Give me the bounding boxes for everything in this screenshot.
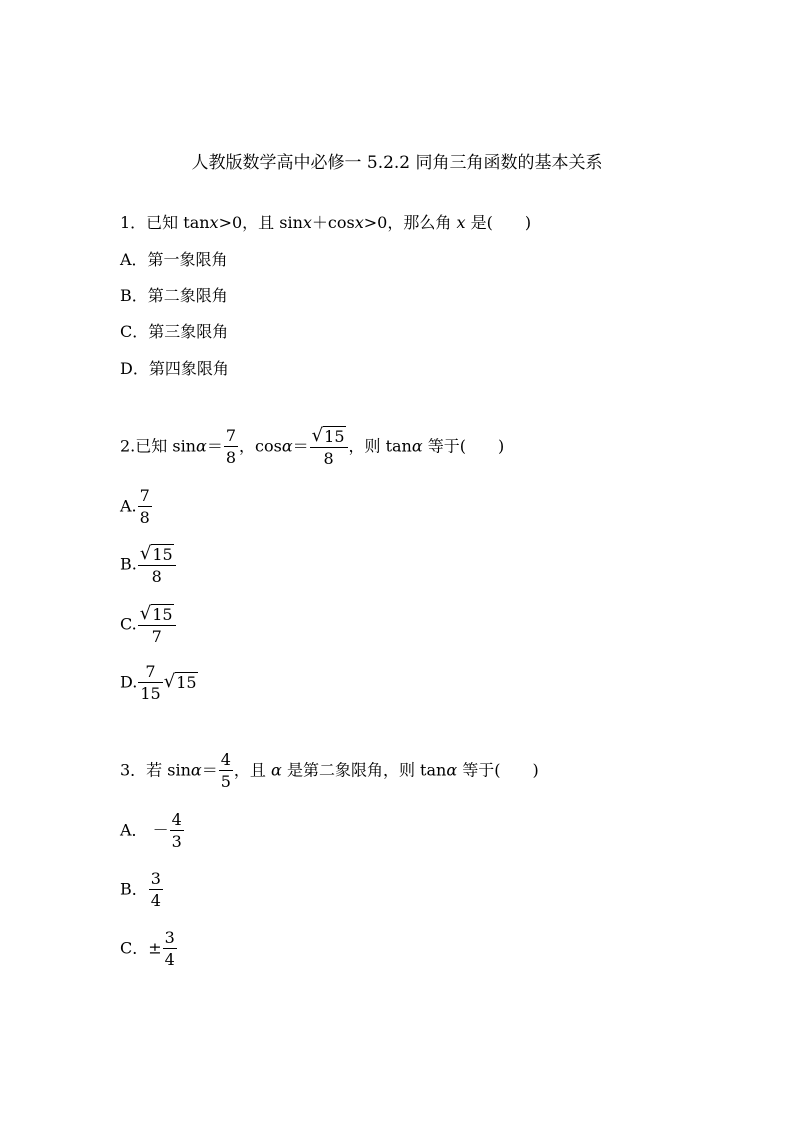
q2-option-d — [120, 664, 198, 702]
q1-var: x — [354, 213, 364, 232]
fraction-numerator: 7 — [225, 426, 237, 445]
fraction-numerator: 7 — [138, 664, 162, 683]
fraction-denominator: 4 — [164, 950, 175, 969]
option-label: C. — [120, 614, 137, 634]
option-label: A． — [120, 820, 148, 840]
q1-text-part: 1．已知 tan — [120, 213, 210, 232]
q3-text-part: 等于( ) — [462, 760, 539, 780]
option-fraction — [138, 664, 162, 702]
option-sign: ± — [148, 938, 162, 958]
q3-text-part: ，且 — [233, 760, 266, 780]
q3-option-b — [120, 871, 164, 909]
fraction-denominator: 3 — [171, 832, 182, 851]
q3-equals: ＝ — [201, 760, 218, 780]
q1-option-a: A．第一象限角 — [120, 250, 228, 269]
radicand: 15 — [176, 672, 197, 692]
page-title: 人教版数学高中必修一 5.2.2 同角三角函数的基本关系 — [191, 153, 603, 173]
question-2-stem — [120, 427, 504, 467]
sqrt-symbol: √15 — [139, 603, 173, 624]
fraction-denominator: 7 — [151, 627, 162, 646]
sqrt-symbol: √15 — [163, 670, 197, 692]
q3-option-a — [120, 812, 185, 850]
sqrt-symbol: √15 — [139, 543, 173, 564]
option-sign: － — [152, 820, 169, 840]
q2-text-part: 等于( ) — [427, 436, 505, 456]
q3-option-c — [120, 930, 178, 968]
option-label: B. — [120, 554, 137, 574]
question-3-stem — [120, 752, 539, 790]
q1-option-c: C．第三象限角 — [120, 322, 229, 341]
q2-text-part: ，cos — [239, 436, 282, 456]
q2-option-a — [120, 488, 153, 526]
option-fraction — [163, 930, 177, 968]
q1-var: x — [302, 213, 312, 232]
option-fraction — [170, 812, 184, 850]
q1-text-part: ＋cos — [311, 213, 355, 232]
fraction-numerator: 3 — [150, 869, 161, 888]
option-label: B． — [120, 879, 148, 899]
q2-alpha: α — [411, 436, 423, 456]
q2-alpha: α — [281, 436, 293, 456]
q3-text-part: 是第二象限角，则 tan — [286, 760, 447, 780]
fraction-denominator: 5 — [220, 772, 231, 791]
q2-text-part: ，则 tan — [348, 436, 412, 456]
q1-option-d: D．第四象限角 — [120, 359, 229, 378]
fraction-denominator: 8 — [151, 567, 162, 586]
fraction-denominator: 8 — [139, 508, 150, 527]
q3-text-part: 3．若 sin — [120, 760, 191, 780]
option-fraction — [138, 605, 176, 645]
q3-sin-fraction — [219, 752, 233, 790]
q1-text-part: >0，那么角 — [363, 213, 452, 232]
radicand: 15 — [152, 545, 173, 564]
q3-alpha: α — [271, 760, 282, 780]
radicand: 15 — [324, 427, 345, 446]
q1-var: x — [209, 213, 219, 232]
sqrt-symbol: √15 — [311, 425, 345, 446]
q2-alpha: α — [196, 436, 207, 456]
q3-alpha: α — [190, 760, 202, 780]
option-label: D. — [120, 672, 138, 692]
q2-text-part: 2.已知 sin — [120, 436, 196, 456]
fraction-numerator: 3 — [164, 928, 175, 947]
fraction-denominator: 15 — [140, 684, 161, 703]
q1-var: x — [456, 213, 466, 232]
radicand: 15 — [152, 605, 173, 624]
option-fraction — [138, 488, 152, 526]
q1-option-b: B．第二象限角 — [120, 286, 228, 305]
option-fraction — [149, 871, 163, 909]
option-fraction — [138, 545, 176, 585]
option-label: A. — [120, 496, 137, 516]
q2-equals: ＝ — [206, 436, 223, 456]
fraction-numerator: 7 — [139, 486, 150, 505]
question-1-stem — [120, 212, 531, 234]
option-label: C． — [120, 938, 149, 958]
q2-cos-fraction — [310, 427, 348, 467]
q2-sin-fraction — [224, 428, 238, 466]
q1-text-part: >0，且 sin — [218, 213, 303, 232]
fraction-numerator: 4 — [171, 810, 182, 829]
q2-option-b — [120, 545, 177, 585]
fraction-numerator: 4 — [220, 750, 231, 769]
fraction-denominator: 4 — [150, 891, 161, 910]
fraction-denominator: 8 — [323, 449, 334, 468]
q1-text-part: 是( ) — [470, 213, 532, 232]
fraction-denominator: 8 — [225, 448, 237, 467]
q2-equals: ＝ — [292, 436, 309, 456]
q3-alpha: α — [446, 760, 458, 780]
q2-option-c — [120, 605, 177, 645]
